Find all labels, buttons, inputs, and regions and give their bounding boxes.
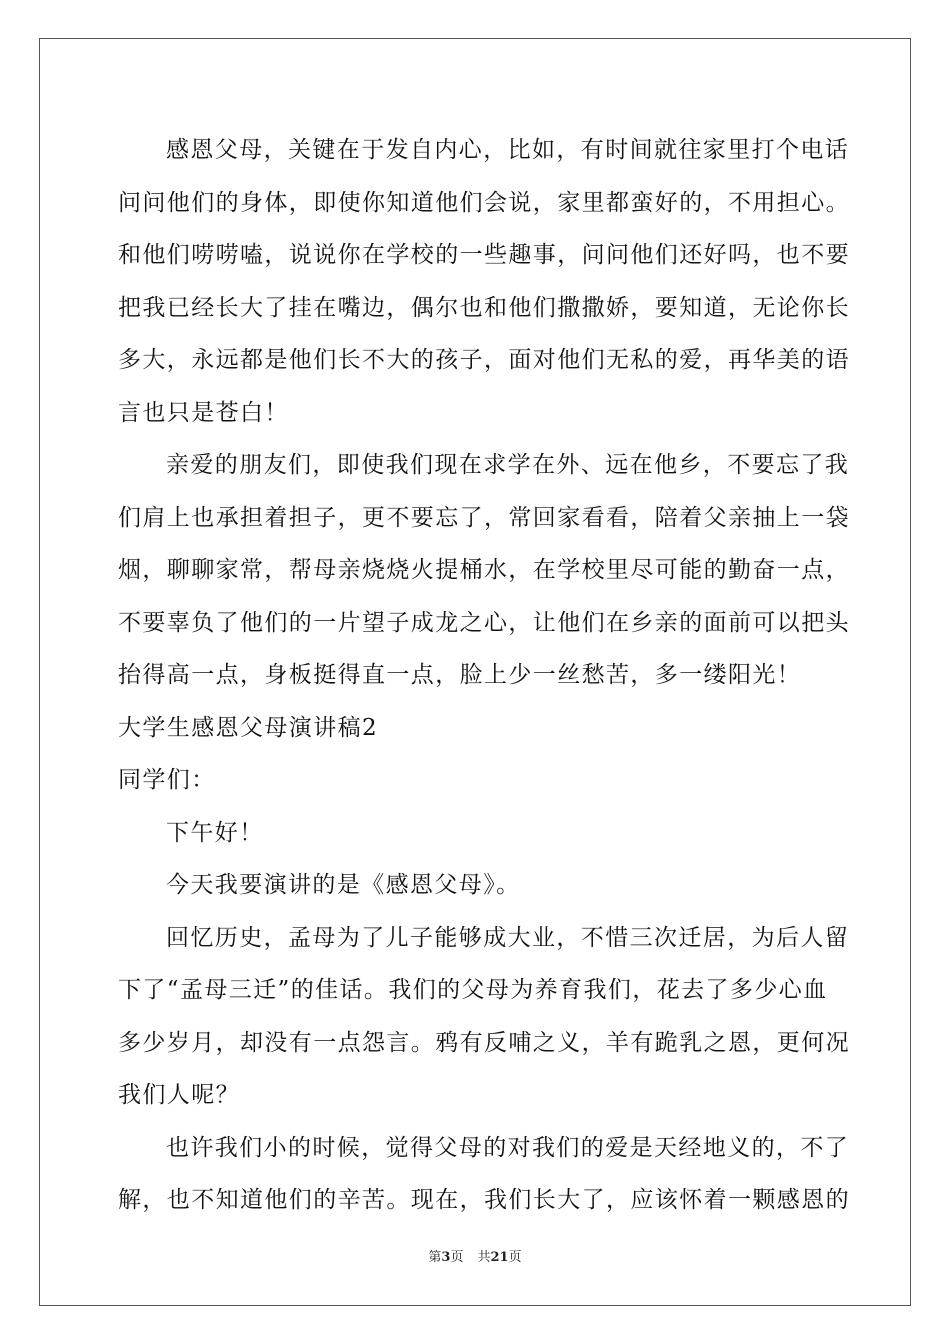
page-number: 3 — [441, 1250, 451, 1265]
text-line: 亲爱的朋友们，即使我们现在求学在外、远在他乡，不要忘了我 — [166, 452, 850, 478]
text-line: 今天我要演讲的是《感恩父母》。 — [166, 872, 521, 898]
text-line: 回忆历史，孟母为了儿子能够成大业，不惜三次迁居，为后人留 — [166, 924, 850, 951]
text-line: 言也只是苍白！ — [118, 399, 289, 426]
text-line: 们肩上也承担着担子，更不要忘了，常回家看看，陪着父亲抽上一袋 — [118, 504, 850, 531]
text-line: 也许我们小的时候，觉得父母的对我们的爱是天经地义的，不了 — [166, 1134, 850, 1161]
text-line: 和他们唠唠嗑，说说你在学校的一些趣事，问问他们还好吗，也不要 — [118, 242, 850, 268]
text-line: 感恩父母，关键在于发自内心，比如，有时间就往家里打个电话 — [166, 137, 850, 163]
total-pages: 21 — [490, 1250, 509, 1265]
text-line: 多大，永远都是他们长不大的孩子，面对他们无私的爱，再华美的语 — [118, 347, 850, 373]
paragraph — [118, 439, 850, 702]
page-footer — [0, 1246, 950, 1265]
text-line: 多少岁月，却没有一点怨言。鸦有反哺之义，羊有跪乳之恩，更何况 — [118, 1029, 850, 1056]
text-line: 把我已经长大了挂在嘴边，偶尔也和他们撒撒娇，要知道，无论你长 — [118, 294, 850, 321]
text-line: 我们人呢？ — [118, 1082, 240, 1108]
text-line: 不要辜负了他们的一片望子成龙之心，让他们在乡亲的面前可以把头 — [118, 609, 850, 636]
text-line: 烟，聊聊家常，帮母亲烧烧火提桶水，在学校里尽可能的勤奋一点， — [118, 557, 850, 583]
page-suffix: 页 — [450, 1250, 464, 1265]
text-line: 大学生感恩父母演讲稿2 — [118, 714, 379, 741]
total-suffix: 页 — [508, 1250, 522, 1265]
total-prefix: 共 — [477, 1250, 491, 1265]
paragraph — [118, 859, 834, 912]
text-line: 下午好！ — [166, 819, 264, 846]
paragraph — [118, 1122, 850, 1227]
text-line: 下了“孟母三迁”的佳话。我们的父母为养育我们，花去了多少心血 — [118, 977, 828, 1003]
document-body — [118, 124, 850, 1227]
paragraph — [118, 124, 850, 439]
page-prefix: 第 — [428, 1250, 442, 1265]
text-line: 解，也不知道他们的辛苦。现在，我们长大了，应该怀着一颗感恩的 — [118, 1187, 850, 1213]
greeting — [118, 807, 834, 860]
section-title — [118, 702, 834, 755]
text-line: 抬得高一点，身板挺得直一点，脸上少一丝愁苦，多一缕阳光！ — [118, 662, 802, 688]
paragraph — [118, 912, 850, 1122]
text-line: 问问他们的身体，即使你知道他们会说，家里都蛮好的，不用担心。 — [118, 189, 850, 216]
text-line: 同学们： — [118, 767, 216, 793]
salutation — [118, 754, 834, 807]
